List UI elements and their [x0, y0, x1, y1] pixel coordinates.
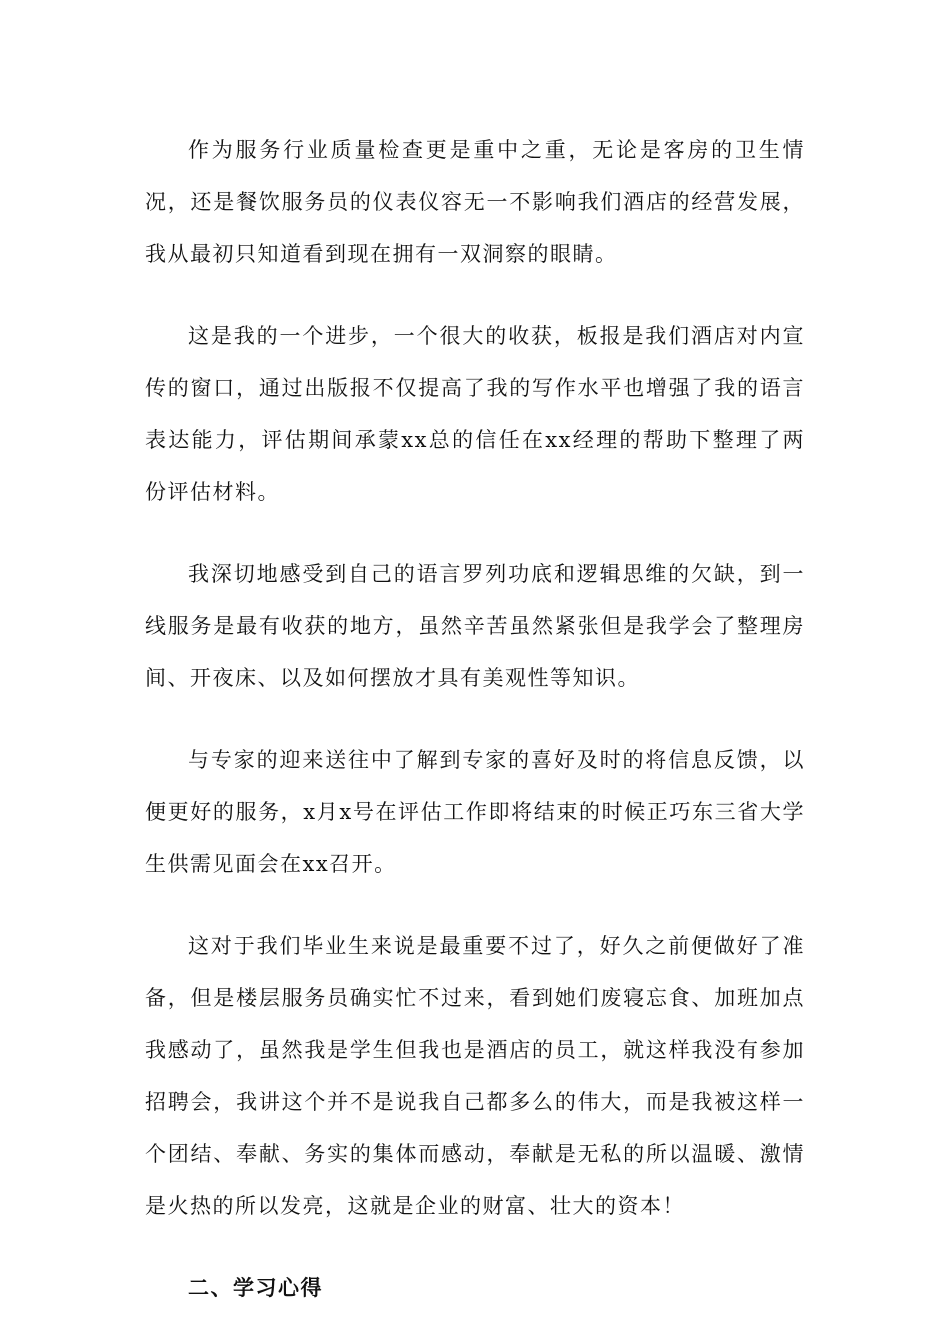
- paragraph-3: 我深切地感受到自己的语言罗列功底和逻辑思维的欠缺，到一线服务是最有收获的地方，虽然辛苦虽然紧张但是我学会了整理房间、开夜床、以及如何摆放才具有美观性等知识。: [145, 562, 805, 690]
- section-heading: 二、学习心得: [188, 1276, 323, 1300]
- document-body: [145, 124, 805, 1314]
- paragraph-4: 与专家的迎来送往中了解到专家的喜好及时的将信息反馈，以便更好的服务，x月x号在评估工作即将结束的时候正巧东三省大学生供需见面会在xx召开。: [145, 748, 805, 876]
- paragraph-1: 作为服务行业质量检查更是重中之重，无论是客房的卫生情况，还是餐饮服务员的仪表仪容无一不影响我们酒店的经营发展，我从最初只知道看到现在拥有一双洞察的眼睛。: [145, 138, 805, 266]
- paragraph-2: 这是我的一个进步，一个很大的收获，板报是我们酒店对内宣传的窗口，通过出版报不仅提高了我的写作水平也增强了我的语言表达能力，评估期间承蒙xx总的信任在xx经理的帮助下整理了两份评估材料。: [145, 324, 805, 504]
- paragraph-5: 这对于我们毕业生来说是最重要不过了，好久之前便做好了准备，但是楼层服务员确实忙不过来，看到她们废寝忘食、加班加点我感动了，虽然我是学生但我也是酒店的员工，就这样我没有参加招聘会，我讲这个并不是说我自己都多么的伟大，而是我被这样一个团结、奉献、务实的集体而感动，奉献是无私的所以温暖、激情是火热的所以发亮，这就是企业的财富、壮大的资本！: [145, 934, 805, 1218]
